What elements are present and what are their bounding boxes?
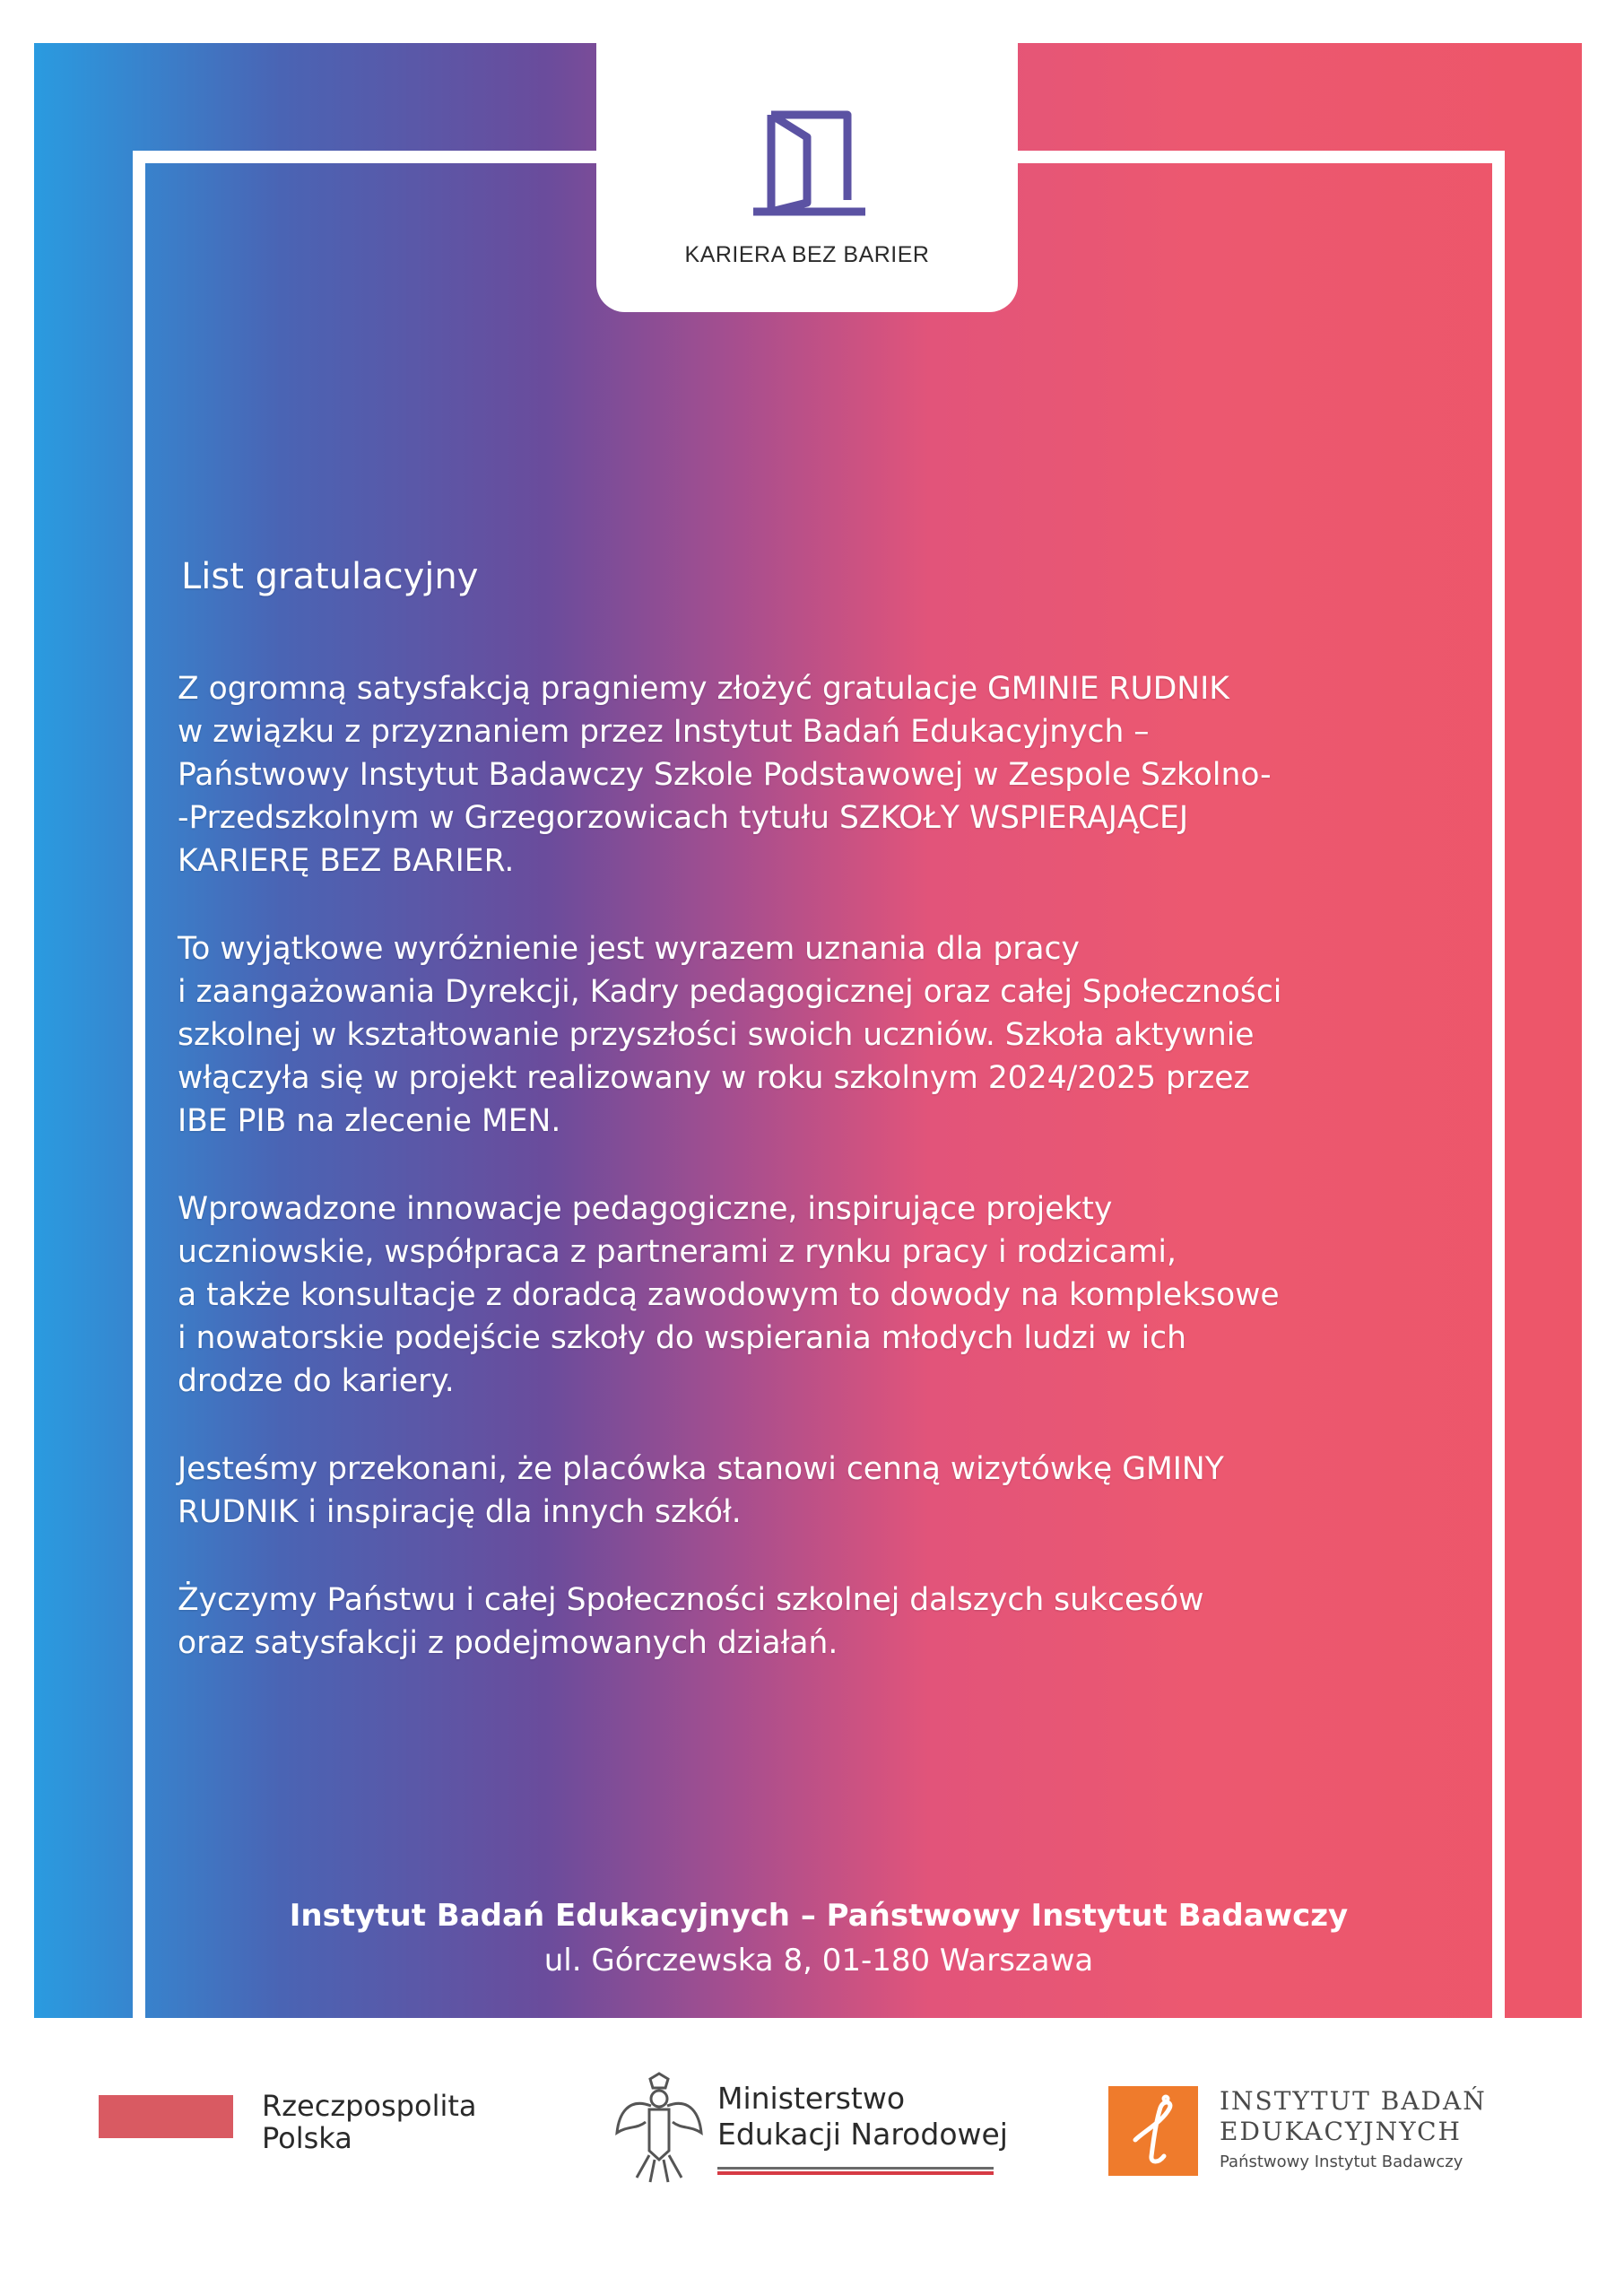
letter-title: List gratulacyjny <box>181 556 479 597</box>
men-underline-dark <box>717 2167 994 2170</box>
ibe-logo-name: INSTYTUT BADAŃ EDUKACYJNYCH <box>1220 2086 1487 2146</box>
paragraph-3: Wprowadzone innowacje pedagogiczne, inspirujące projekty uczniowskie, współpraca z partnerami z rynku pracy i rodzicami, a także konsultacje z doradcą zawodowym to dowody na kompleksowe i nowatorskie podejście szkoły do wspierania młodych ludzi w ich drodze do kariery. <box>178 1191 1280 1399</box>
paragraph-1: Z ogromną satysfakcją pragniemy złożyć gratulacje GMINIE RUDNIK w związku z przyznaniem przez Instytut Badań Edukacyjnych – Państwowy Instytut Badawczy Szkole Podstawowej w Zespole Szkolno- -Przedszkolnym w Grzegorzowicach tytułu SZKOŁY WSPIERAJĄCEJ KARIERĘ BEZ BARIER. <box>178 671 1272 879</box>
footer-address: ul. Górczewska 8, 01-180 Warszawa <box>543 1943 1094 1979</box>
kariera-logo-box <box>596 27 1018 312</box>
paragraph-2: To wyjątkowe wyróżnienie jest wyrazem uznania dla pracy i zaangażowania Dyrekcji, Kadry pedagogicznej oraz całej Społeczności szkolnej w kształtowanie przyszłości swoich uczniów. Szkoła aktywnie włączyła się w projekt realizowany w roku szkolnym 2024/2025 przez IBE PIB na zlecenie MEN. <box>178 931 1282 1139</box>
men-underline-red <box>717 2171 994 2175</box>
ibe-logo-subtitle: Państwowy Instytut Badawczy <box>1220 2152 1463 2171</box>
letter-body <box>178 556 1451 1709</box>
rp-logo-text: Rzeczpospolita Polska <box>262 2089 477 2155</box>
logo-text: KARIERA BEZ BARIER <box>684 242 930 267</box>
paragraph-5: Życzymy Państwu i całej Społeczności szkolnej dalszych sukcesów oraz satysfakcji z podejmowanych działań. <box>178 1582 1204 1661</box>
polish-flag-icon <box>99 2095 233 2138</box>
ibe-logo-icon <box>1108 2086 1198 2176</box>
men-logo-text: Ministerstwo Edukacji Narodowej <box>717 2081 1008 2152</box>
footer-organization: Instytut Badań Edukacyjnych – Państwowy Instytut Badawczy <box>289 1898 1349 1934</box>
eagle-emblem-icon <box>610 2070 708 2187</box>
door-logo-icon <box>740 97 874 231</box>
paragraph-4: Jesteśmy przekonani, że placówka stanowi cenną wizytówkę GMINY RUDNIK i inspirację dla innych szkół. <box>178 1451 1224 1530</box>
